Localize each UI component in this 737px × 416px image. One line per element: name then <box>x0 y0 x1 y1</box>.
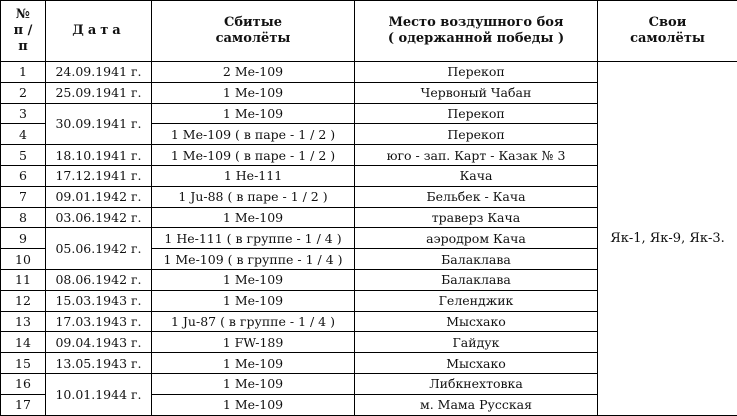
header-place-line2: ( одержанной победы ) <box>357 31 595 47</box>
header-place-line1: Место воздушного боя <box>357 15 595 31</box>
row-number: 15 <box>1 353 46 374</box>
row-place: юго - зап. Карт - Казак № 3 <box>355 145 598 166</box>
row-place: Червоный Чабан <box>355 82 598 103</box>
row-place: Балаклава <box>355 269 598 290</box>
row-number: 17 <box>1 394 46 415</box>
header-number <box>1 1 46 62</box>
row-downed: 1 Не-111 ( в группе - 1 / 4 ) <box>152 228 355 249</box>
row-number: 6 <box>1 165 46 186</box>
header-own-line2: самолёты <box>600 31 735 47</box>
row-date: 24.09.1941 г. <box>46 62 152 83</box>
row-downed: 1 FW-189 <box>152 332 355 353</box>
header-number-line3: п <box>3 39 43 55</box>
row-number: 10 <box>1 249 46 270</box>
header-downed-line2: самолёты <box>154 31 352 47</box>
row-number: 2 <box>1 82 46 103</box>
row-date: 15.03.1943 г. <box>46 290 152 311</box>
row-date: 09.01.1942 г. <box>46 186 152 207</box>
row-number: 9 <box>1 228 46 249</box>
row-downed: 1 Ме-109 <box>152 373 355 394</box>
row-downed: 1 Не-111 <box>152 165 355 186</box>
row-number: 12 <box>1 290 46 311</box>
row-place: Балаклава <box>355 249 598 270</box>
row-downed: 1 Ме-109 <box>152 353 355 374</box>
row-place: Гайдук <box>355 332 598 353</box>
row-date: 30.09.1941 г. <box>46 103 152 145</box>
row-place: Бельбек - Кача <box>355 186 598 207</box>
row-number: 3 <box>1 103 46 124</box>
row-downed: 1 Ме-109 ( в группе - 1 / 4 ) <box>152 249 355 270</box>
row-place: Либкнехтовка <box>355 373 598 394</box>
row-downed: 2 Ме-109 <box>152 62 355 83</box>
row-date: 25.09.1941 г. <box>46 82 152 103</box>
row-downed: 1 Ме-109 <box>152 103 355 124</box>
own-planes-cell: Як-1, Як-9, Як-3. <box>598 62 737 416</box>
row-number: 14 <box>1 332 46 353</box>
table-row <box>1 62 737 83</box>
row-place: Перекоп <box>355 62 598 83</box>
row-number: 5 <box>1 145 46 166</box>
row-downed: 1 Ме-109 <box>152 207 355 228</box>
row-date: 05.06.1942 г. <box>46 228 152 270</box>
row-place: Мысхако <box>355 311 598 332</box>
row-place: Мысхако <box>355 353 598 374</box>
row-place: Геленджик <box>355 290 598 311</box>
row-downed: 1 Ме-109 ( в паре - 1 / 2 ) <box>152 145 355 166</box>
row-place: Кача <box>355 165 598 186</box>
row-downed: 1 Ме-109 <box>152 290 355 311</box>
row-number: 13 <box>1 311 46 332</box>
row-date: 03.06.1942 г. <box>46 207 152 228</box>
row-date: 08.06.1942 г. <box>46 269 152 290</box>
row-date: 18.10.1941 г. <box>46 145 152 166</box>
row-downed: 1 Ме-109 <box>152 269 355 290</box>
row-date: 13.05.1943 г. <box>46 353 152 374</box>
row-number: 11 <box>1 269 46 290</box>
header-downed-line1: Сбитые <box>154 15 352 31</box>
row-number: 16 <box>1 373 46 394</box>
row-place: м. Мама Русская <box>355 394 598 415</box>
header-downed-planes <box>152 1 355 62</box>
header-own-line1: Свои <box>600 15 735 31</box>
row-number: 7 <box>1 186 46 207</box>
header-number-line1: № <box>3 7 43 23</box>
row-downed: 1 Ме-109 <box>152 394 355 415</box>
row-place: аэродром Кача <box>355 228 598 249</box>
header-own-planes <box>598 1 737 62</box>
header-date: Дата <box>46 1 152 62</box>
header-number-line2: п / <box>3 23 43 39</box>
row-downed: 1 Ju-87 ( в группе - 1 / 4 ) <box>152 311 355 332</box>
row-date: 09.04.1943 г. <box>46 332 152 353</box>
header-battle-place <box>355 1 598 62</box>
row-date: 17.12.1941 г. <box>46 165 152 186</box>
row-place: Перекоп <box>355 103 598 124</box>
row-place: Перекоп <box>355 124 598 145</box>
row-place: траверз Кача <box>355 207 598 228</box>
row-number: 8 <box>1 207 46 228</box>
row-number: 4 <box>1 124 46 145</box>
row-downed: 1 Ме-109 <box>152 82 355 103</box>
row-downed: 1 Ju-88 ( в паре - 1 / 2 ) <box>152 186 355 207</box>
row-date: 17.03.1943 г. <box>46 311 152 332</box>
header-row <box>1 1 737 62</box>
row-downed: 1 Ме-109 ( в паре - 1 / 2 ) <box>152 124 355 145</box>
row-number: 1 <box>1 62 46 83</box>
row-date: 10.01.1944 г. <box>46 373 152 415</box>
